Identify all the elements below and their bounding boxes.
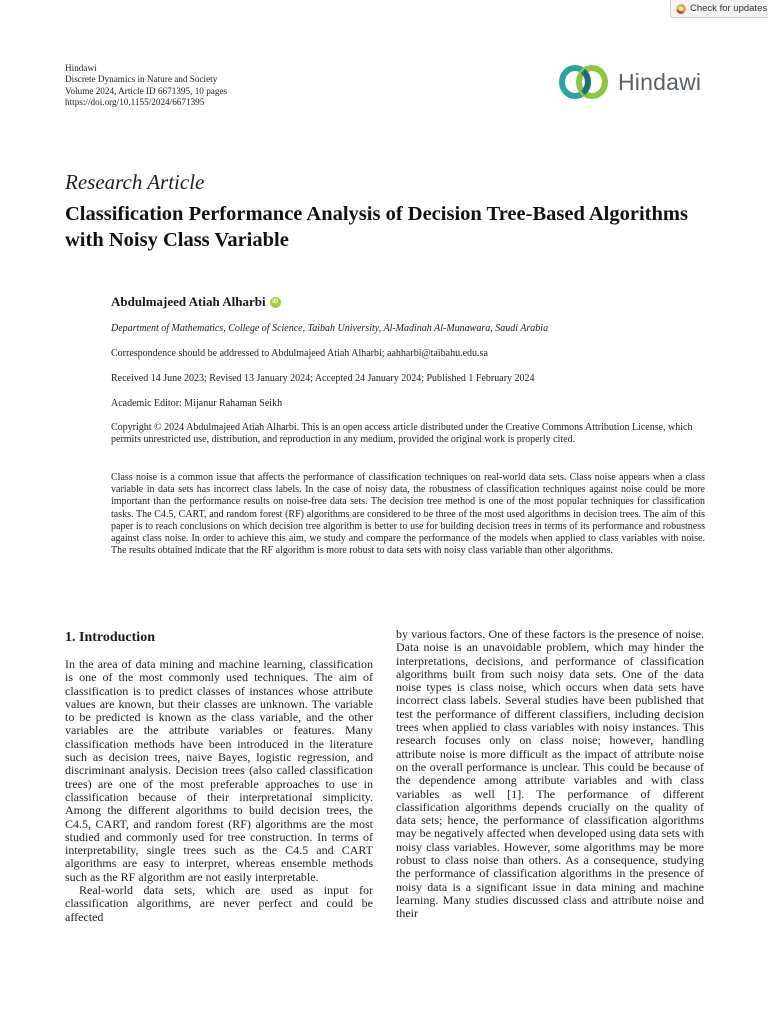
hindawi-logo xyxy=(558,62,701,102)
abstract: Class noise is a common issue that affects the performance of classification techniques on real-world data sets. Class noise appears when a class variable in data sets has incorrect class labels. In the case of noisy data, the robustness of classification techniques against noise could be more important than the performance results on noise-free data sets. The decision tree method is one of the most popular techniques for classification tasks. The C4.5, CART, and random forest (RF) algorithms are considered to be three of the most used algorithms in decision trees. The aim of this paper is to reach conclusions on which decision tree algorithm is better to use for building decision trees in terms of its performance and robustness against class noise. In order to achieve this aim, we study and compare the performance of the models when applied to class variables with noise. The results obtained indicate that the RF algorithm is more robust to data sets with noisy class variable than other algorithms. xyxy=(111,472,705,557)
left-column xyxy=(65,658,373,924)
paragraph: Real-world data sets, which are used as input for classification algorithms, are never perfect and could be affected xyxy=(65,883,373,924)
article-title: Classification Performance Analysis of Decision Tree-Based Algorithms with Noisy Class Variable xyxy=(65,203,688,251)
article-type: Research Article xyxy=(65,170,205,194)
hindawi-logo-icon xyxy=(558,62,612,102)
hindawi-logo-text: Hindawi xyxy=(618,68,702,95)
publication-dates: Received 14 June 2023; Revised 13 January 2024; Accepted 24 January 2024; Published 1 February 2024 xyxy=(111,373,535,384)
check-for-updates-label: Check for updates xyxy=(690,3,768,14)
copyright-notice: Copyright © 2024 Abdulmajeed Atiah Alharbi. This is an open access article distributed under the Creative Commons Attribution License, which permits unrestricted use, distribution, and reproduction in any medium, provided the original work is properly cited. xyxy=(111,422,693,446)
paragraph: by various factors. One of these factors is the presence of noise. Data noise is an unavoidable problem, which may hinder the interpretations, decisions, and performance of classification algorithms built from such noisy data sets. One of the data noise types is class noise, which occurs when data sets have incorrect class labels. Several studies have been published that test the performance of different classifiers, including decision trees when applied to class variables with noisy instances. This research focuses only on class noise; however, handling attribute noise is more difficult as the impact of attribute noise on the overall performance is unclear. This could be because of the dependence among attribute variables and with class variables as well [1]. The performance of different classification algorithms depends crucially on the quality of data sets; hence, the performance of classification algorithms may be negatively affected when developed using data sets with noisy class variables. However, some algorithms may be more robust to class noise than others. As a consequence, studying the performance of classification algorithms in the presence of noisy data is a significant issue in data mining and machine learning. Many studies discussed class and attribute noise and their xyxy=(396,627,705,921)
orcid-icon[interactable]: iD xyxy=(270,297,281,308)
author-line xyxy=(111,294,281,310)
academic-editor: Academic Editor: Mijanur Rahaman Seikh xyxy=(111,398,283,409)
publisher-name: Hindawi xyxy=(65,63,97,73)
check-for-updates-button[interactable] xyxy=(670,0,768,18)
crossmark-icon xyxy=(676,4,686,14)
section-heading: 1. Introduction xyxy=(65,630,155,645)
right-column xyxy=(396,628,704,921)
doi-link[interactable]: https://doi.org/10.1155/2024/6671395 xyxy=(65,96,205,107)
paragraph: In the area of data mining and machine learning, classification is one of the most commonly used techniques. The aim of classification is to predict classes of instances whose attribute values are known, but their classes are unknown. The variable to be predicted is known as the class variable, and the other variables are the attribute variables or features. Many classification methods have been introduced in the literature such as decision trees, naive Bayes, logistic regression, and discriminant analysis. Decision trees (also called classification trees) are one of the most preferable approaches to use in classification because of their interpretational simplicity. Among the different algorithms to build decision trees, the C4.5, CART, and random forest (RF) algorithms are the most studied and commonly used for tree construction. In terms of interpretability, single trees such as the C4.5 and CART algorithms are easy to interpret, whereas ensemble methods such as the RF algorithm are not easily interpretable. xyxy=(65,657,373,884)
author-name[interactable]: Abdulmajeed Atiah Alharbi xyxy=(111,294,266,309)
volume-line: Volume 2024, Article ID 6671395, 10 pages xyxy=(65,85,228,96)
correspondence: Correspondence should be addressed to Abdulmajeed Atiah Alharbi; aahharbi@taibahu.edu.sa xyxy=(111,348,488,359)
journal-name: Discrete Dynamics in Nature and Society xyxy=(65,74,218,85)
journal-info xyxy=(65,63,227,108)
affiliation: Department of Mathematics, College of Science, Taibah University, Al-Madinah Al-Munawara, Saudi Arabia xyxy=(111,323,549,334)
